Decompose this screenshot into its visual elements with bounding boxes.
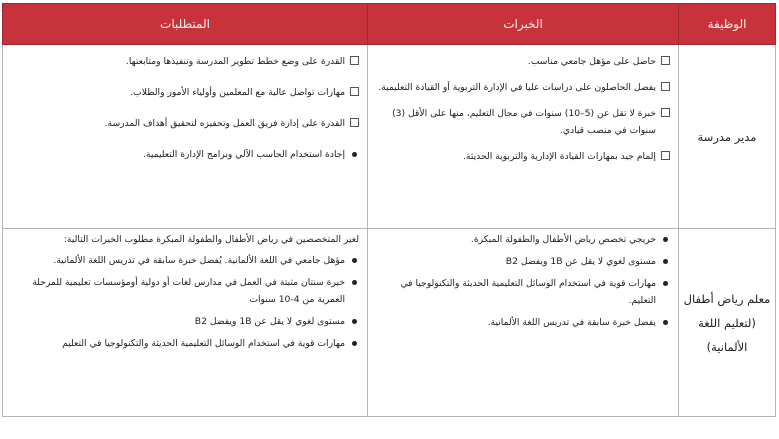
job-title: مدير مدرسة (679, 45, 776, 229)
checkbox-icon (350, 118, 359, 127)
bullet-icon (352, 341, 357, 346)
list-item: مستوى لغوي لا يقل عن 1B ويفضل B2 (11, 313, 359, 330)
requirements-cell (3, 229, 368, 417)
job-title-line: (لتعليم اللغة (698, 315, 756, 330)
checkbox-icon (661, 151, 670, 160)
requirements-cell (3, 45, 368, 229)
list-item: خبرة سنتان مثبتة في العمل في مدارس لغات أو دولية أومؤسسات تعليمية للمرحلة العمرية من 4-10 سنوات (11, 274, 359, 308)
header-requirements: المتطلبات (3, 4, 368, 45)
experience-cell (368, 45, 679, 229)
bullet-icon (663, 259, 668, 264)
list-item: مؤهل جامعي في اللغة الألمانية. يُفضل خبرة سابقة في تدريس اللغة الألمانية. (11, 252, 359, 269)
list-item: إجادة استخدام الحاسب الآلي وبرامج الإدارة التعليمية. (11, 146, 359, 163)
experience-cell (368, 229, 679, 417)
table-row (3, 45, 776, 229)
list-item: مهارات قوية في استخدام الوسائل التعليمية الحديثة والتكنولوجيا في التعليم. (376, 275, 670, 309)
list-item: حاصل على مؤهل جامعي مناسب. (376, 53, 670, 70)
bullet-icon (663, 320, 668, 325)
list-item: مهارات تواصل عالية مع المعلمين وأولياء الأمور والطلاب. (11, 84, 359, 101)
job-title-line: الألمانية) (706, 339, 748, 354)
checkbox-icon (661, 56, 670, 65)
list-item: القدرة على إدارة فريق العمل وتحفيزه لتحقيق أهداف المدرسة. (11, 115, 359, 132)
table-header-row (3, 4, 776, 45)
bullet-icon (352, 319, 357, 324)
header-job: الوظيفة (679, 4, 776, 45)
list-item: خبرة لا تقل عن (5–10) سنوات في مجال التعليم، منها على الأقل (3) سنوات في منصب قيادي. (376, 105, 670, 139)
bullet-icon (352, 280, 357, 285)
table-row (3, 229, 776, 417)
list-item: يفضل خبرة سابقة في تدريس اللغة الألمانية. (376, 314, 670, 331)
list-item: يفضل الحاصلون على دراسات عليا في الإدارة التربوية أو القيادة التعليمية. (376, 79, 670, 96)
checkbox-icon (350, 87, 359, 96)
jobs-table (2, 3, 776, 417)
list-item: إلمام جيد بمهارات القيادة الإدارية والتربوية الحديثة. (376, 148, 670, 165)
list-item: مستوى لغوي لا يقل عن 1B ويفضل B2 (376, 253, 670, 270)
list-item: خريجي تخصص رياض الأطفال والطفولة المبكرة. (376, 231, 670, 248)
bullet-icon (663, 281, 668, 286)
checkbox-icon (661, 108, 670, 117)
bullet-icon (663, 237, 668, 242)
list-item: مهارات قوية في استخدام الوسائل التعليمية الحديثة والتكنولوجيا في التعليم (11, 335, 359, 352)
requirements-intro: لغير المتخصصين في رياض الأطفال والطفولة المبكرة مطلوب الخبرات التالية: (63, 234, 359, 245)
job-title-line: معلم رياض أطفال (683, 291, 771, 306)
bullet-icon (352, 258, 357, 263)
checkbox-icon (350, 56, 359, 65)
bullet-icon (352, 152, 357, 157)
header-experience: الخبرات (368, 4, 679, 45)
job-title (679, 229, 776, 417)
checkbox-icon (661, 82, 670, 91)
list-item: القدرة على وضع خطط تطوير المدرسة وتنفيذها ومتابعتها. (11, 53, 359, 70)
